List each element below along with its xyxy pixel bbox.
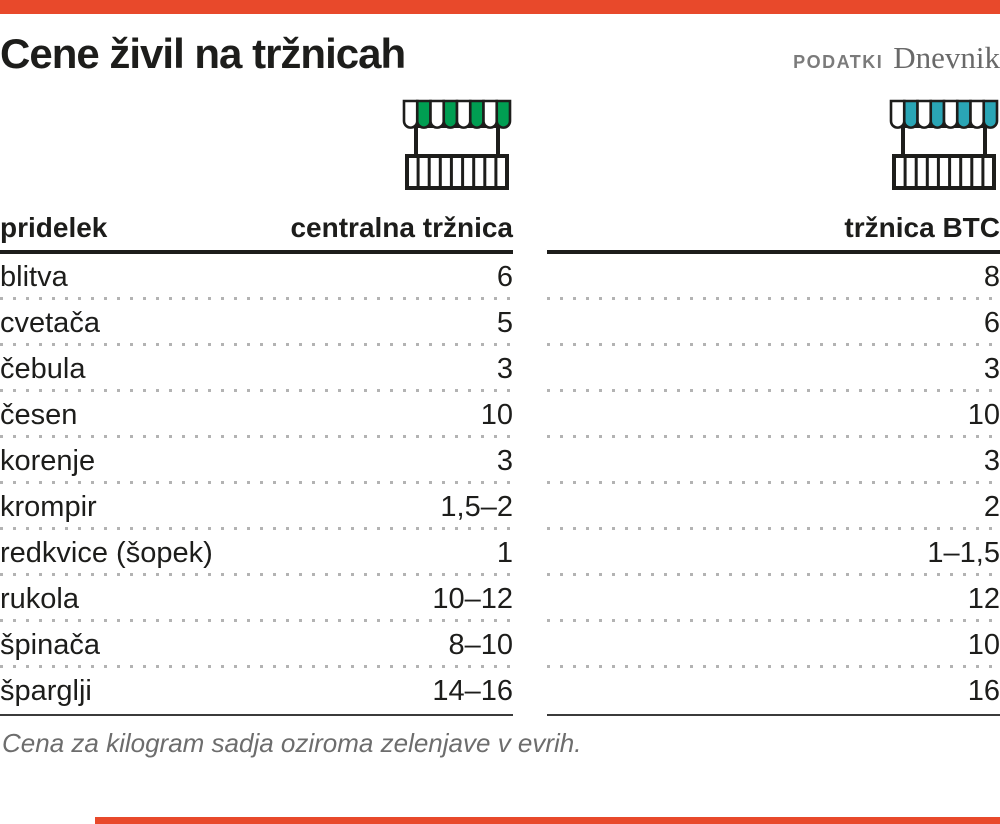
price-value: 5 <box>496 306 513 339</box>
price-tables <box>0 98 1000 716</box>
price-value: 10 <box>480 398 513 431</box>
footnote: Cena za kilogram sadja oziroma zelenjave v evrih. <box>2 728 582 758</box>
central-market-table <box>0 98 513 716</box>
table-row <box>0 300 513 346</box>
produce-label: krompir <box>0 490 97 523</box>
price-value: 16 <box>967 674 1000 707</box>
table-row <box>547 576 1000 622</box>
source-label: PODATKI <box>793 52 884 72</box>
price-value: 3 <box>496 352 513 385</box>
produce-label: cvetača <box>0 306 100 339</box>
table-row <box>0 484 513 530</box>
market-stall-green-icon <box>401 98 513 197</box>
price-value: 8–10 <box>448 628 513 661</box>
table-row <box>547 254 1000 300</box>
data-source <box>793 40 1000 76</box>
price-value: 1,5–2 <box>440 490 513 523</box>
table-row <box>547 622 1000 668</box>
bottom-rule <box>0 714 513 716</box>
price-value: 6 <box>983 306 1000 339</box>
page-title: Cene živil na tržnicah <box>0 30 406 77</box>
price-value: 3 <box>983 352 1000 385</box>
produce-label: blitva <box>0 260 68 293</box>
column-header-btc-market: tržnica BTC <box>844 212 1000 243</box>
price-value: 8 <box>983 260 1000 293</box>
price-value: 6 <box>496 260 513 293</box>
price-value: 10–12 <box>432 582 513 615</box>
column-header-produce: pridelek <box>0 212 108 243</box>
price-value: 12 <box>967 582 1000 615</box>
table-row <box>547 392 1000 438</box>
produce-label: redkvice (šopek) <box>0 536 213 569</box>
table-row <box>547 484 1000 530</box>
table-row <box>0 392 513 438</box>
produce-label: česen <box>0 398 78 431</box>
price-value: 14–16 <box>432 674 513 707</box>
price-value: 10 <box>967 628 1000 661</box>
table-row <box>547 668 1000 714</box>
source-logo: Dnevnik <box>893 40 1000 75</box>
table-row <box>547 438 1000 484</box>
accent-bottombar <box>95 817 1000 824</box>
bottom-rule <box>547 714 1000 716</box>
produce-label: rukola <box>0 582 79 615</box>
column-header-central-market: centralna tržnica <box>290 212 513 243</box>
produce-label: korenje <box>0 444 96 477</box>
table-row <box>547 346 1000 392</box>
table-row <box>547 530 1000 576</box>
price-value: 3 <box>983 444 1000 477</box>
price-value: 3 <box>496 444 513 477</box>
produce-label: špinača <box>0 628 100 661</box>
table-row <box>0 622 513 668</box>
produce-label: šparglji <box>0 674 92 707</box>
table-row <box>0 530 513 576</box>
table-row <box>0 668 513 714</box>
btc-market-table <box>547 98 1000 716</box>
price-value: 10 <box>967 398 1000 431</box>
produce-label: čebula <box>0 352 86 385</box>
price-value: 1–1,5 <box>927 536 1000 569</box>
table-row <box>547 300 1000 346</box>
table-row <box>0 254 513 300</box>
table-row <box>0 438 513 484</box>
market-stall-teal-icon <box>888 98 1000 197</box>
table-row <box>0 576 513 622</box>
accent-topbar <box>0 0 1000 14</box>
price-value: 1 <box>496 536 513 569</box>
price-value: 2 <box>983 490 1000 523</box>
table-row <box>0 346 513 392</box>
